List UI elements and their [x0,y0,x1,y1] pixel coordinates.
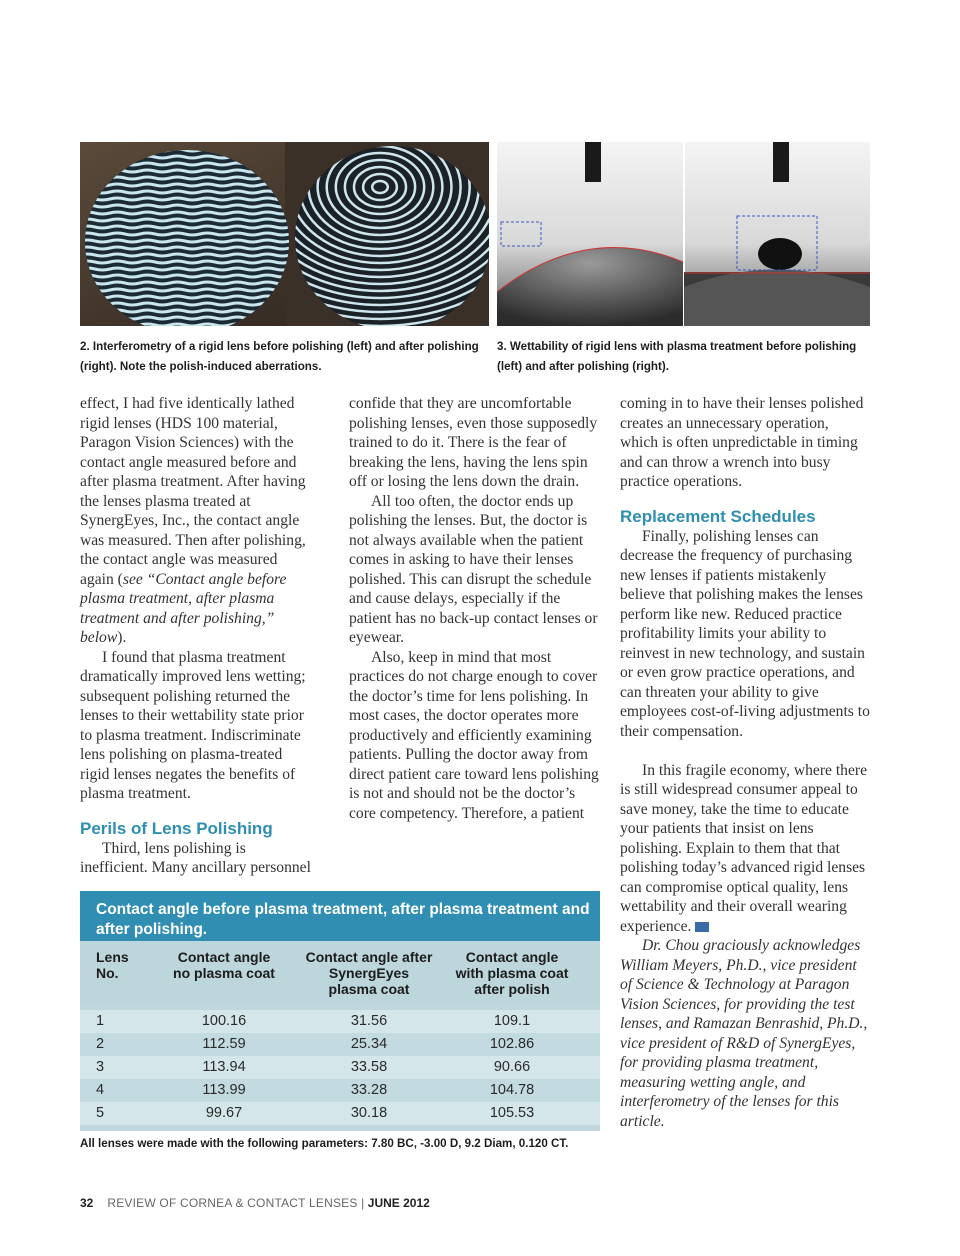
col2-paragraph-3: Also, keep in mind that most practices do not charge enough to cover the doctor’s time for lens polishing. In most cases, the doctor operates more productively and efficiently examining patients. Pulling the doctor away from direct patient care toward lens polishing is not and should not be the doctor’s core competency. Therefore, a patient [349,648,599,822]
table-footnote: All lenses were made with the following parameters: 7.80 BC, -3.00 D, 9.2 Diam, 0.120 CT. [80,1137,569,1150]
section-heading-perils: Perils of Lens Polishing [80,818,273,838]
figure-2-interferometry [80,142,489,326]
table-row: 3 113.94 33.58 90.66 [80,1056,600,1079]
page-footer [80,1196,430,1210]
issue-date: JUNE 2012 [367,1196,430,1210]
text-column-3 [620,394,870,1131]
table-row: 1 100.16 31.56 109.1 [80,1010,600,1033]
text-column-1 [80,394,312,878]
figure-3-wettability [497,142,870,326]
col1-paragraph-2: I found that plasma treatment dramatically improved lens wetting; subsequent polishing returned the lenses to their wettability state prior to plasma treatment. Indiscriminate lens polishing on plasma-treated rigid lenses negates the benefits of plasma treatment. [80,648,306,802]
page-number: 32 [80,1196,94,1210]
col2-paragraph-2: All too often, the doctor ends up polishing the lenses. But, the doctor is not always available when the patient comes in asking to have their lenses polished. This can disrupt the schedule and cause delays, especially if the patient has no back-up contact lenses or eyewear. [349,492,598,646]
col3-paragraph-1: coming in to have their lenses polished creates an unnecessary operation, which is often unpredictable in timing and can throw a wrench into busy practice operations. [620,395,864,490]
table-row: 4 113.99 33.28 104.78 [80,1079,600,1102]
header-lens-no: Lens No. [96,949,129,981]
col2-paragraph-1: confide that they are uncomfortable polishing lenses, even those supposedly trained to do it. There is the fear of breaking the lens, having the lens spin off or losing the lens down the drain. [349,395,598,490]
header-plasma-coat: Contact angle after SynergEyes plasma coat [305,949,433,997]
table-title: Contact angle before plasma treatment, after plasma treatment and after polishing. [80,891,600,941]
table-column-headers [80,941,600,1003]
interferometry-image [80,142,489,326]
contact-angle-table [80,891,600,1131]
text-column-2 [349,394,599,823]
col3-acknowledgment: Dr. Chou graciously acknowledges William Meyers, Ph.D., vice president of Science & Technology at Paragon Vision Sciences, for providing the test lenses, and Ramazan Benrashid, Ph.D., vice president of R&D of SynergEyes, for providing plasma treatment, measuring wetting angle, and interferometry of the lenses for this article. [620,937,868,1130]
header-no-plasma: Contact angle no plasma coat [173,949,275,981]
figure-2-caption: 2. Interferometry of a rigid lens before polishing (left) and after polishing (right). Note the polish-induced aberrations. [80,340,479,373]
col3-paragraph-3: In this fragile economy, where there is still widespread consumer appeal to save money, take the time to educate your patients that insist on lens polishing. Explain to them that that polishing today’s advanced rigid lenses can compromise optical quality, lens wettability and their overall wearing experience. RCCL [620,761,868,935]
col3-paragraph-2: Finally, polishing lenses can decrease the frequency of purchasing new lenses if patients mistakenly believe that polishing makes the lenses perform like new. Reduced practice profitability limits your ability to reinvest in new technology, and sustain or even grow practice operations, and can threaten your ability to give employees cost-of-living adjustments to their compensation. [620,527,870,740]
col1-paragraph-1: effect, I had five identically lathed rigid lenses (HDS 100 material, Paragon Vision Sciences) with the contact angle measured before and after plasma treatment. After having the lenses plasma treated at SynergEyes, Inc., the contact angle was measured. Then after polishing, the contact angle was measured again (see “Contact angle before plasma treatment, after plasma treatment and after polishing,” below). [80,395,306,646]
section-heading-replacement: Replacement Schedules [620,506,816,526]
wettability-image [497,142,870,326]
table-row: 2 112.59 25.34 102.86 [80,1033,600,1056]
figure-3-caption: 3. Wettability of rigid lens with plasma treatment before polishing (left) and after polishing (right). [497,340,857,373]
table-row: 5 99.67 30.18 105.53 [80,1102,600,1125]
header-after-polish: Contact angle with plasma coat after polish [455,949,569,997]
magazine-name: REVIEW OF CORNEA & CONTACT LENSES | [107,1196,365,1210]
rccl-end-logo: RCCL [695,922,709,932]
col1-paragraph-3: Third, lens polishing is inefficient. Many ancillary personnel [80,839,311,876]
